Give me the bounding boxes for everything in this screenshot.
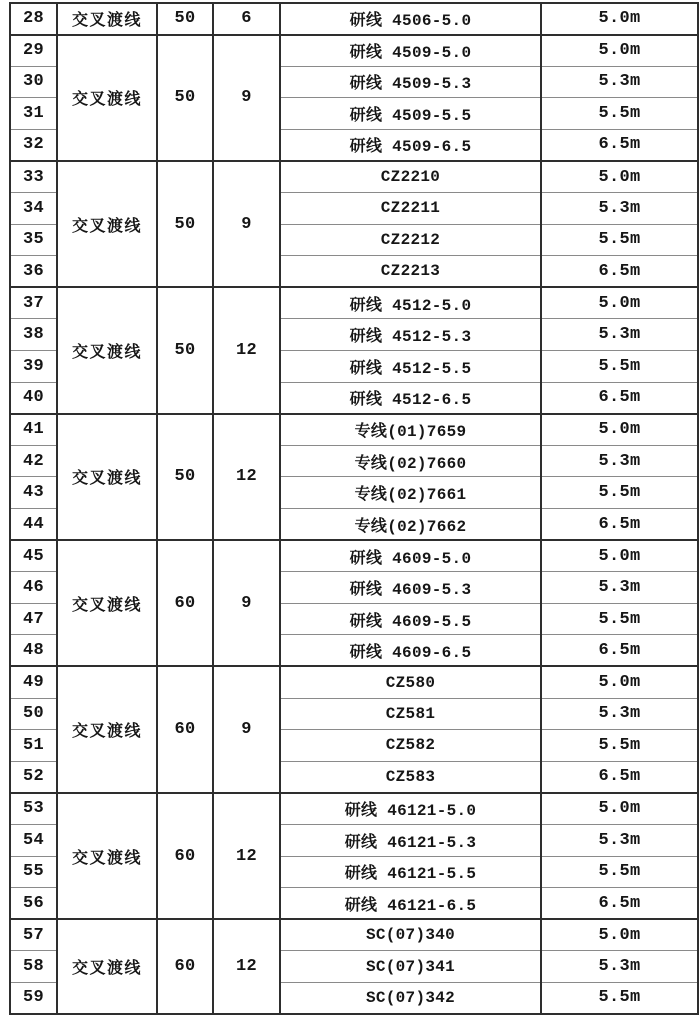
- drawing-number-cell: CZ2213: [280, 256, 541, 288]
- length-cell: 5.0m: [541, 540, 698, 572]
- length-cell: 5.5m: [541, 856, 698, 888]
- rail-weight-cell: 50: [157, 414, 213, 540]
- type-cell: 交叉渡线: [57, 793, 157, 919]
- row-number-cell: 33: [10, 161, 57, 193]
- drawing-number-cell: 研线 4512-5.0: [280, 287, 541, 319]
- row-number-cell: 47: [10, 603, 57, 635]
- drawing-number-cell: 研线 4609-6.5: [280, 635, 541, 667]
- length-cell: 5.0m: [541, 793, 698, 825]
- length-cell: 6.5m: [541, 635, 698, 667]
- row-number-cell: 38: [10, 319, 57, 351]
- type-cell: 交叉渡线: [57, 919, 157, 1014]
- turnout-number-cell: 9: [213, 666, 280, 792]
- length-cell: 5.5m: [541, 603, 698, 635]
- turnout-number-cell: 12: [213, 919, 280, 1014]
- row-number-cell: 50: [10, 698, 57, 730]
- length-cell: 5.5m: [541, 477, 698, 509]
- row-number-cell: 54: [10, 824, 57, 856]
- table-row: [10, 540, 698, 572]
- table-row: [10, 287, 698, 319]
- row-number-cell: 35: [10, 224, 57, 256]
- rail-weight-cell: 50: [157, 3, 213, 35]
- drawing-number-cell: CZ2210: [280, 161, 541, 193]
- type-cell: 交叉渡线: [57, 161, 157, 287]
- rail-weight-cell: 60: [157, 919, 213, 1014]
- rail-weight-cell: 60: [157, 540, 213, 666]
- rail-weight-cell: 50: [157, 287, 213, 413]
- row-number-cell: 45: [10, 540, 57, 572]
- table-row: [10, 414, 698, 446]
- drawing-number-cell: 研线 4512-5.5: [280, 351, 541, 383]
- length-cell: 5.0m: [541, 666, 698, 698]
- drawing-number-cell: CZ582: [280, 730, 541, 762]
- length-cell: 5.3m: [541, 319, 698, 351]
- length-cell: 5.0m: [541, 35, 698, 67]
- row-number-cell: 51: [10, 730, 57, 762]
- drawing-number-cell: 研线 46121-6.5: [280, 888, 541, 920]
- length-cell: 5.5m: [541, 730, 698, 762]
- length-cell: 5.0m: [541, 3, 698, 35]
- drawing-number-cell: 研线 4509-5.5: [280, 98, 541, 130]
- row-number-cell: 57: [10, 919, 57, 951]
- drawing-number-cell: 研线 4509-6.5: [280, 129, 541, 161]
- length-cell: 5.0m: [541, 919, 698, 951]
- crossover-spec-table: [9, 2, 699, 1015]
- type-cell: 交叉渡线: [57, 3, 157, 35]
- length-cell: 5.3m: [541, 66, 698, 98]
- row-number-cell: 31: [10, 98, 57, 130]
- drawing-number-cell: 研线 4506-5.0: [280, 3, 541, 35]
- length-cell: 5.3m: [541, 193, 698, 225]
- length-cell: 5.3m: [541, 824, 698, 856]
- rail-weight-cell: 60: [157, 666, 213, 792]
- drawing-number-cell: 专线(02)7660: [280, 445, 541, 477]
- rail-weight-cell: 60: [157, 793, 213, 919]
- drawing-number-cell: 研线 4509-5.0: [280, 35, 541, 67]
- drawing-number-cell: 研线 4512-5.3: [280, 319, 541, 351]
- row-number-cell: 29: [10, 35, 57, 67]
- length-cell: 5.3m: [541, 445, 698, 477]
- drawing-number-cell: CZ2212: [280, 224, 541, 256]
- drawing-number-cell: 专线(02)7661: [280, 477, 541, 509]
- length-cell: 5.5m: [541, 982, 698, 1014]
- table-row: [10, 3, 698, 35]
- type-cell: 交叉渡线: [57, 666, 157, 792]
- table-row: [10, 35, 698, 67]
- row-number-cell: 53: [10, 793, 57, 825]
- length-cell: 6.5m: [541, 509, 698, 541]
- table-row: [10, 161, 698, 193]
- row-number-cell: 34: [10, 193, 57, 225]
- row-number-cell: 36: [10, 256, 57, 288]
- drawing-number-cell: 研线 46121-5.0: [280, 793, 541, 825]
- length-cell: 5.5m: [541, 224, 698, 256]
- length-cell: 5.3m: [541, 572, 698, 604]
- row-number-cell: 49: [10, 666, 57, 698]
- drawing-number-cell: 研线 4609-5.0: [280, 540, 541, 572]
- length-cell: 5.5m: [541, 98, 698, 130]
- length-cell: 5.0m: [541, 161, 698, 193]
- turnout-number-cell: 9: [213, 540, 280, 666]
- turnout-number-cell: 12: [213, 793, 280, 919]
- row-number-cell: 48: [10, 635, 57, 667]
- type-cell: 交叉渡线: [57, 540, 157, 666]
- length-cell: 5.0m: [541, 287, 698, 319]
- length-cell: 5.0m: [541, 414, 698, 446]
- row-number-cell: 44: [10, 509, 57, 541]
- drawing-number-cell: 研线 4609-5.3: [280, 572, 541, 604]
- row-number-cell: 30: [10, 66, 57, 98]
- drawing-number-cell: SC(07)340: [280, 919, 541, 951]
- row-number-cell: 55: [10, 856, 57, 888]
- drawing-number-cell: 研线 46121-5.3: [280, 824, 541, 856]
- row-number-cell: 59: [10, 982, 57, 1014]
- rail-weight-cell: 50: [157, 161, 213, 287]
- row-number-cell: 52: [10, 761, 57, 793]
- drawing-number-cell: 专线(01)7659: [280, 414, 541, 446]
- table-row: [10, 666, 698, 698]
- drawing-number-cell: SC(07)342: [280, 982, 541, 1014]
- row-number-cell: 43: [10, 477, 57, 509]
- type-cell: 交叉渡线: [57, 35, 157, 161]
- row-number-cell: 56: [10, 888, 57, 920]
- row-number-cell: 46: [10, 572, 57, 604]
- length-cell: 6.5m: [541, 256, 698, 288]
- length-cell: 6.5m: [541, 761, 698, 793]
- table-row: [10, 919, 698, 951]
- length-cell: 6.5m: [541, 129, 698, 161]
- drawing-number-cell: 专线(02)7662: [280, 509, 541, 541]
- turnout-number-cell: 12: [213, 414, 280, 540]
- rail-weight-cell: 50: [157, 35, 213, 161]
- row-number-cell: 28: [10, 3, 57, 35]
- drawing-number-cell: CZ581: [280, 698, 541, 730]
- row-number-cell: 37: [10, 287, 57, 319]
- length-cell: 5.3m: [541, 698, 698, 730]
- row-number-cell: 42: [10, 445, 57, 477]
- row-number-cell: 41: [10, 414, 57, 446]
- table-row: [10, 793, 698, 825]
- row-number-cell: 39: [10, 351, 57, 383]
- drawing-number-cell: 研线 4509-5.3: [280, 66, 541, 98]
- length-cell: 5.3m: [541, 951, 698, 983]
- drawing-number-cell: CZ580: [280, 666, 541, 698]
- turnout-number-cell: 9: [213, 161, 280, 287]
- turnout-number-cell: 9: [213, 35, 280, 161]
- row-number-cell: 58: [10, 951, 57, 983]
- turnout-number-cell: 12: [213, 287, 280, 413]
- drawing-number-cell: CZ2211: [280, 193, 541, 225]
- type-cell: 交叉渡线: [57, 414, 157, 540]
- length-cell: 6.5m: [541, 382, 698, 414]
- type-cell: 交叉渡线: [57, 287, 157, 413]
- row-number-cell: 40: [10, 382, 57, 414]
- drawing-number-cell: 研线 4512-6.5: [280, 382, 541, 414]
- drawing-number-cell: SC(07)341: [280, 951, 541, 983]
- drawing-number-cell: 研线 46121-5.5: [280, 856, 541, 888]
- turnout-number-cell: 6: [213, 3, 280, 35]
- table-body: [10, 3, 698, 1014]
- drawing-number-cell: CZ583: [280, 761, 541, 793]
- row-number-cell: 32: [10, 129, 57, 161]
- length-cell: 5.5m: [541, 351, 698, 383]
- length-cell: 6.5m: [541, 888, 698, 920]
- drawing-number-cell: 研线 4609-5.5: [280, 603, 541, 635]
